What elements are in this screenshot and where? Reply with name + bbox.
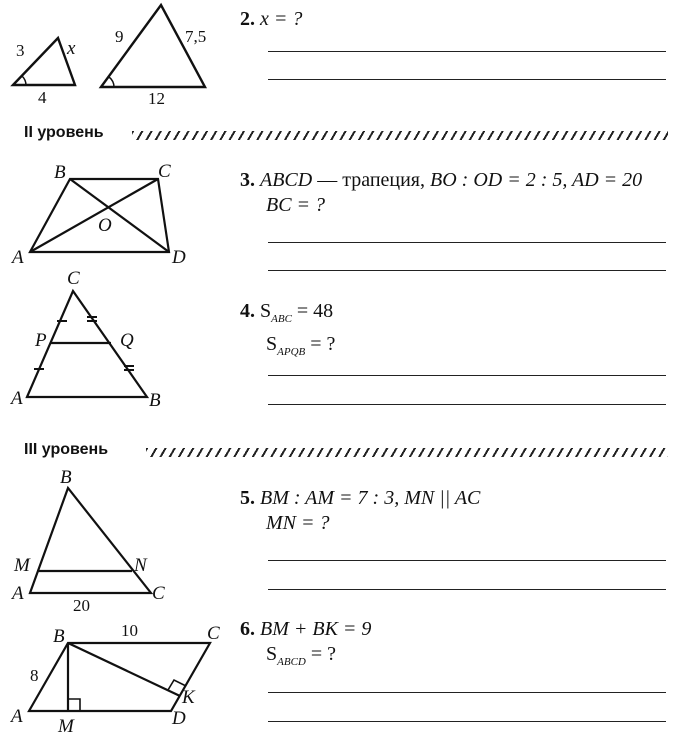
problem-expression: x = ? <box>260 8 303 30</box>
area-symbol: S <box>260 300 272 322</box>
area-question: = ? <box>305 643 337 665</box>
vertex-b: B <box>53 626 65 647</box>
point-n: N <box>134 555 147 576</box>
problem-number: 6. <box>240 618 255 640</box>
figure-name: ABCD <box>260 169 313 191</box>
problem-4 <box>240 299 335 365</box>
vertex-c: C <box>67 268 80 289</box>
figure-triangle-midline <box>0 268 230 411</box>
point-k: K <box>182 687 195 708</box>
figure-triangle-parallel <box>0 465 230 615</box>
label-side-10: 10 <box>121 621 138 640</box>
vertex-c: C <box>152 583 165 604</box>
area-symbol: S <box>266 643 278 665</box>
label-side-7-5: 7,5 <box>185 27 207 46</box>
figure-similar-triangles <box>0 0 230 110</box>
vertex-c: C <box>158 161 171 182</box>
answer-line <box>268 242 666 243</box>
point-q: Q <box>120 330 134 351</box>
question-expression: MN = ? <box>266 512 330 534</box>
label-side-12: 12 <box>148 89 165 108</box>
angle-mark-large <box>109 77 114 87</box>
answer-line <box>268 79 666 80</box>
level-divider <box>132 131 668 140</box>
answer-line <box>268 560 666 561</box>
answer-line <box>268 375 666 376</box>
problem-number: 3. <box>240 169 255 191</box>
label-side-x: x <box>67 38 76 59</box>
figure-trapezoid <box>0 155 230 270</box>
label-side-4: 4 <box>38 88 47 107</box>
answer-line <box>268 270 666 271</box>
problem-6 <box>240 617 371 675</box>
problem-5 <box>240 486 480 536</box>
problem-number: 5. <box>240 487 255 509</box>
area-question: = ? <box>305 333 336 355</box>
answer-line <box>268 589 666 590</box>
area-symbol: S <box>266 333 278 355</box>
diagonal-bd <box>70 179 169 252</box>
label-side-9: 9 <box>115 27 124 46</box>
angle-mark-small <box>22 76 26 85</box>
point-o: O <box>98 215 112 236</box>
problem-3 <box>240 168 642 218</box>
question-expression: BC = ? <box>266 194 326 216</box>
vertex-a: A <box>11 388 23 409</box>
area-subscript: ABC <box>271 313 292 325</box>
area-value: = 48 <box>291 300 334 322</box>
answer-line <box>268 404 666 405</box>
condition-expression: BM : AM = 7 : 3, MN || AC <box>260 487 481 509</box>
problem-2 <box>240 7 302 32</box>
condition-text: — трапеция, <box>312 169 431 191</box>
level-title: II уровень <box>24 124 104 141</box>
vertex-b: B <box>149 390 161 411</box>
level-title: III уровень <box>24 441 109 458</box>
condition-expression: BO : OD = 2 : 5, AD = 20 <box>430 169 643 191</box>
vertex-a: A <box>11 706 23 727</box>
answer-line <box>268 692 666 693</box>
point-m: M <box>58 716 74 737</box>
level-divider <box>146 448 668 457</box>
area-subscript: APQB <box>277 346 306 358</box>
figure-parallelogram <box>0 612 240 737</box>
condition-expression: BM + BK = 9 <box>260 618 372 640</box>
answer-line <box>268 51 666 52</box>
vertex-d: D <box>172 247 186 268</box>
point-p: P <box>35 330 47 351</box>
height-bk <box>68 643 180 696</box>
answer-line <box>268 721 666 722</box>
vertex-a: A <box>12 583 24 604</box>
label-side-8: 8 <box>30 666 39 685</box>
vertex-c: C <box>207 623 220 644</box>
right-angle-mark <box>68 699 80 711</box>
large-triangle <box>101 5 205 87</box>
problem-number: 4. <box>240 300 255 322</box>
point-m: M <box>14 555 30 576</box>
vertex-d: D <box>172 708 186 729</box>
triangle-abc <box>30 488 151 593</box>
vertex-a: A <box>12 247 24 268</box>
problem-number: 2. <box>240 8 255 30</box>
area-subscript: ABCD <box>277 656 306 668</box>
label-side-20: 20 <box>73 596 90 615</box>
vertex-b: B <box>54 162 66 183</box>
label-side-3: 3 <box>16 41 25 60</box>
vertex-b: B <box>60 467 72 488</box>
